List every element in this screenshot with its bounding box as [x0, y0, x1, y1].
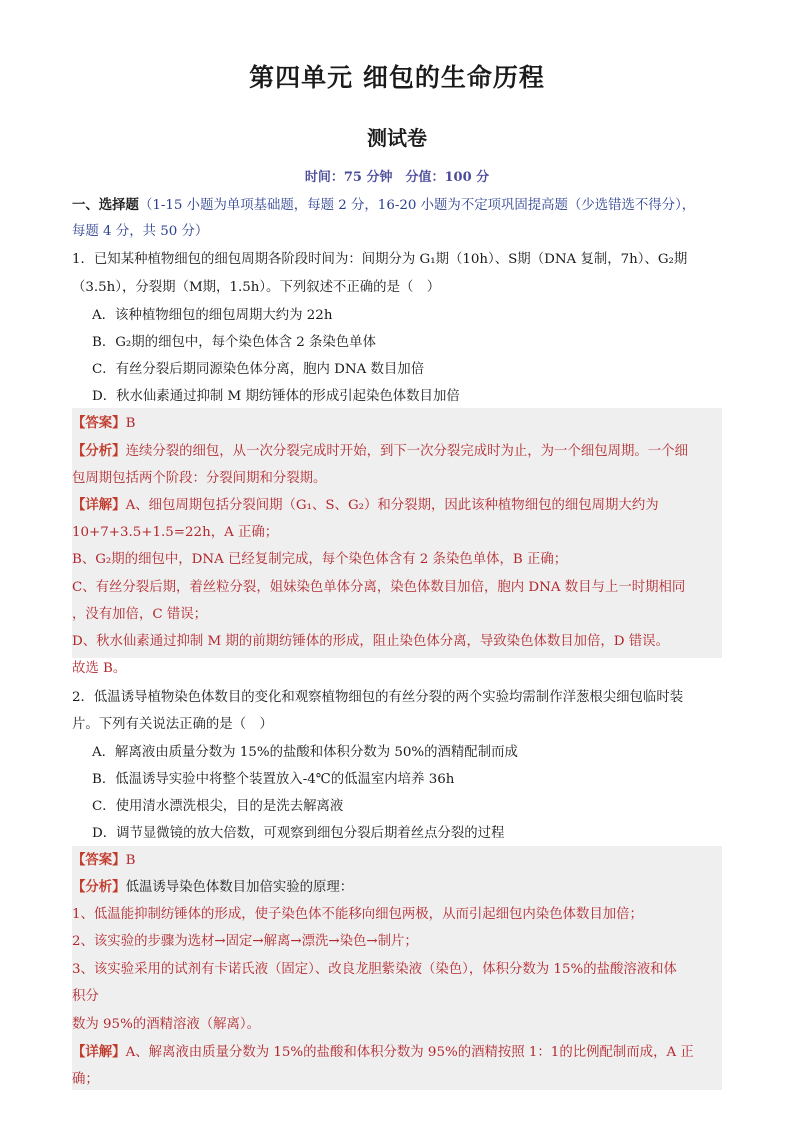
- q2-analysis-line-4: 积分: [72, 989, 99, 1004]
- page-subtitle: 测试卷: [367, 126, 427, 150]
- q1-detail-3: B、G₂期的细包中，DNA 已经复制完成，每个染色体含有 2 条染色单体，B 正确；: [72, 552, 568, 567]
- q2-answer: [72, 849, 722, 868]
- q1-detail-2: 10+7+3.5+1.5=22h，A 正确；: [72, 525, 279, 540]
- section-desc-1: （1-15 小题为单项基础题，每题 2 分，16-20 小题为不定项巩固提高题（少选错选不得分），: [138, 198, 696, 213]
- q2-answer-tag: 【答案】: [72, 852, 126, 868]
- q2-analysis: [72, 876, 722, 895]
- q2-option-b: B．低温诱导实验中将整个装置放入-4℃的低温室内培养 36h: [92, 772, 455, 787]
- q2-analysis-line-1: 1、低温能抑制纺锤体的形成，使子染色体不能移向细包两极，从而引起细包内染色体数目加倍；: [72, 907, 643, 922]
- q2-analysis-line-5: 数为 95%的酒精溶液（解离）。: [72, 1017, 261, 1032]
- q1-answer-value: B: [125, 416, 136, 431]
- q1-option-d: D．秋水仙素通过抑制 M 期纺锤体的形成引起染色体数目加倍: [92, 389, 460, 404]
- section-heading: [72, 194, 722, 213]
- q1-option-b: B．G₂期的细包中，每个染色体含 2 条染色单体: [92, 335, 376, 350]
- q2-analysis-line-3: 3、该实验采用的试剂有卡诺氏液（固定）、改良龙胆紫染液（染色），体积分数为 15%的盐酸溶液和体: [72, 962, 677, 977]
- q1-answer: [72, 412, 722, 431]
- q2-detail-tag: 【详解】: [72, 1044, 126, 1060]
- q1-stem-1: 1．已知某种植物细包的细包周期各阶段时间为：间期分为 G₁期（10h）、S期（DNA 复制，7h）、G₂期: [72, 252, 688, 267]
- q2-analysis-text: 低温诱导染色体数目加倍实验的原理：: [125, 880, 354, 895]
- page-title: 第四单元 细包的生命历程: [249, 63, 545, 92]
- q1-detail-text-1: A、细包周期包括分裂间期（G₁、S、G₂）和分裂期，因此该种植物细包的细包周期大约为: [125, 498, 659, 513]
- q1-detail-tag: 【详解】: [72, 497, 126, 513]
- q2-analysis-line-2: 2、该实验的步骤为选材→固定→解离→漂洗→染色→制片；: [72, 934, 418, 949]
- q1-option-a: A．该种植物细包的细包周期大约为 22h: [92, 308, 333, 323]
- section-label: 一、选择题: [72, 197, 139, 213]
- q1-detail-5: ，没有加倍，C 错误；: [72, 607, 208, 622]
- q1-detail-7: 故选 B。: [72, 661, 127, 676]
- q2-analysis-tag: 【分析】: [72, 879, 126, 895]
- q1-stem-2: （3.5h），分裂期（M期，1.5h）。下列叙述不正确的是（ ）: [72, 280, 441, 295]
- q2-detail-1: [72, 1041, 722, 1060]
- q2-stem-1: 2．低温诱导植物染色体数目的变化和观察植物细包的有丝分裂的两个实验均需制作洋葱根尖细包临时装: [72, 690, 684, 705]
- q1-analysis-text-1: 连续分裂的细包，从一次分裂完成时开始，到下一次分裂完成时为止，为一个细包周期。一个细: [125, 444, 688, 459]
- q2-option-d: D．调节显微镜的放大倍数，可观察到细包分裂后期着丝点分裂的过程: [92, 826, 505, 841]
- q1-analysis-2: 包周期包括两个阶段：分裂间期和分裂期。: [72, 471, 327, 486]
- q2-answer-value: B: [125, 853, 136, 868]
- q2-stem-2: 片。下列有关说法正确的是（ ）: [72, 717, 273, 732]
- exam-meta: 时间：75 分钟 分值：100 分: [304, 170, 490, 185]
- q2-option-c: C．使用清水漂洗根尖，目的是洗去解离液: [92, 799, 344, 814]
- q1-detail-1: [72, 494, 722, 513]
- q1-analysis-tag: 【分析】: [72, 443, 126, 459]
- q1-detail-4: C、有丝分裂后期，着丝粒分裂，姐妹染色单体分离，染色体数目加倍，胞内 DNA 数目与上一时期相同: [72, 580, 686, 595]
- q2-detail-text-1: A、解离液由质量分数为 15%的盐酸和体积分数为 95%的酒精按照 1：1的比例配制而成，A 正: [125, 1045, 694, 1060]
- q2-detail-2: 确；: [72, 1072, 99, 1087]
- q1-answer-tag: 【答案】: [72, 415, 126, 431]
- q2-option-a: A．解离液由质量分数为 15%的盐酸和体积分数为 50%的酒精配制而成: [92, 745, 518, 760]
- q1-option-c: C．有丝分裂后期同源染色体分离，胞内 DNA 数目加倍: [92, 362, 425, 377]
- section-desc-2: 每题 4 分，共 50 分）: [72, 224, 209, 239]
- q1-analysis-1: [72, 440, 722, 459]
- q1-detail-6: D、秋水仙素通过抑制 M 期的前期纺锤体的形成，阻止染色体分离，导致染色体数目加倍，D 错误。: [72, 634, 669, 649]
